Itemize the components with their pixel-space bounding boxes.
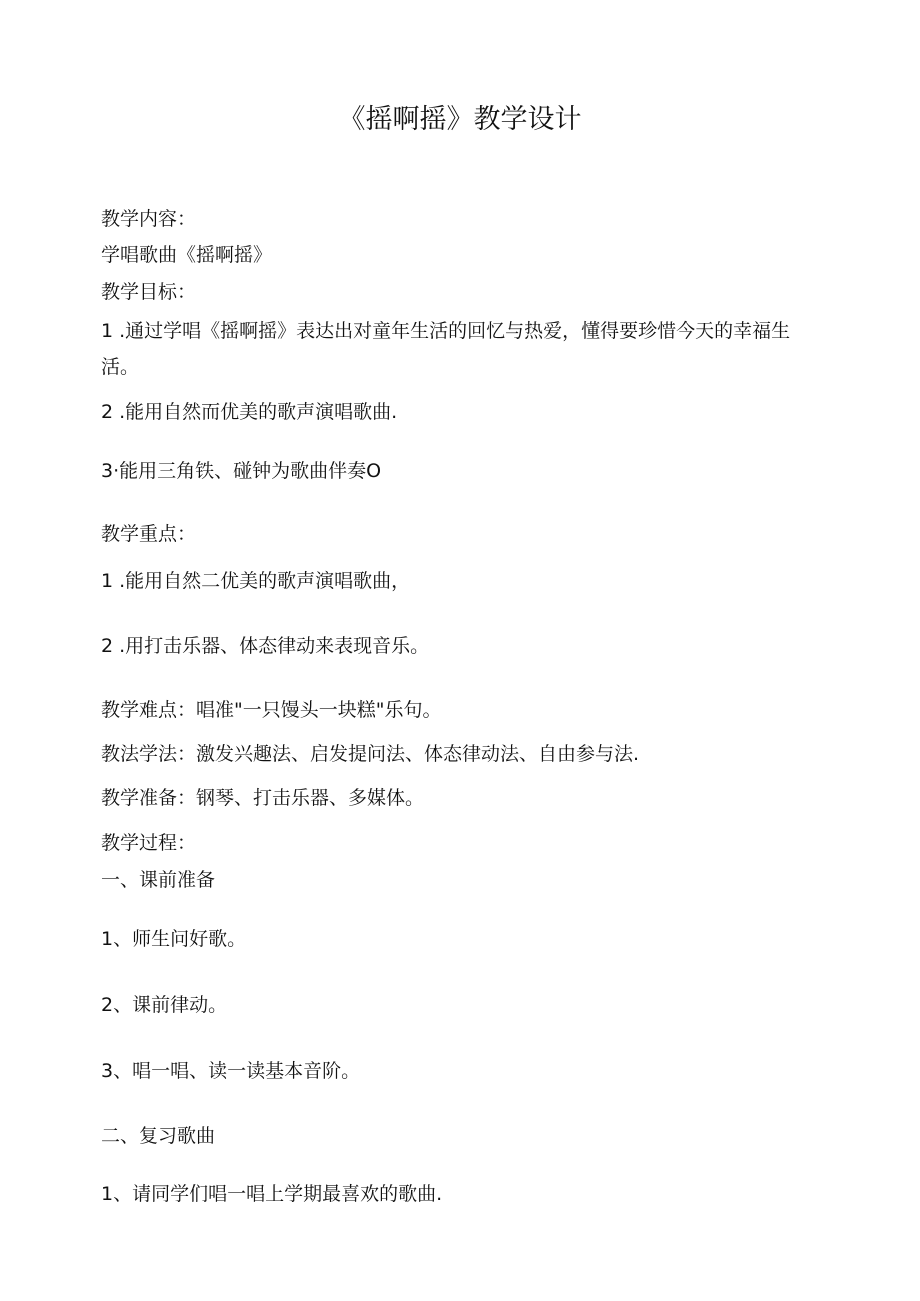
goals-label: 教学目标：: [101, 281, 197, 303]
section-1-heading: 一、课前准备: [101, 869, 216, 891]
keypoint-1: 1 .能用自然二优美的歌声演唱歌曲，: [101, 570, 411, 592]
preparation-line: 教学准备：钢琴、打击乐器、多媒体。: [101, 787, 425, 809]
section-1-item-2: 2、课前律动。: [101, 994, 228, 1016]
goal-2: 2 .能用自然而优美的歌声演唱歌曲.: [101, 401, 398, 423]
content-label: 教学内容：: [101, 208, 197, 230]
section-2-item-1: 1、请同学们唱一唱上学期最喜欢的歌曲.: [101, 1183, 443, 1205]
section-1-item-3: 3、唱一唱、读一读基本音阶。: [101, 1060, 361, 1082]
difficulty-line: 教学难点：唱准"一只馒头一块糕"乐句。: [101, 699, 442, 721]
goal-1: 1 .通过学唱《摇啊摇》表达出对童年生活的回忆与热爱，懂得要珍惜今天的幸福生活。: [101, 320, 791, 378]
process-label: 教学过程：: [101, 832, 197, 854]
content-text: 学唱歌曲《摇啊摇》: [101, 244, 273, 266]
keypoint-2: 2 .用打击乐器、体态律动来表现音乐。: [101, 635, 430, 657]
section-1-item-1: 1、师生问好歌。: [101, 928, 247, 950]
keypoints-label: 教学重点：: [101, 523, 197, 545]
goal-3: 3·能用三角铁、碰钟为歌曲伴奏O: [101, 460, 382, 482]
document-title: 《摇啊摇》教学设计: [338, 104, 582, 135]
section-2-heading: 二、复习歌曲: [101, 1125, 216, 1147]
methods-line: 教法学法：激发兴趣法、启发提问法、体态律动法、自由参与法.: [101, 743, 640, 765]
